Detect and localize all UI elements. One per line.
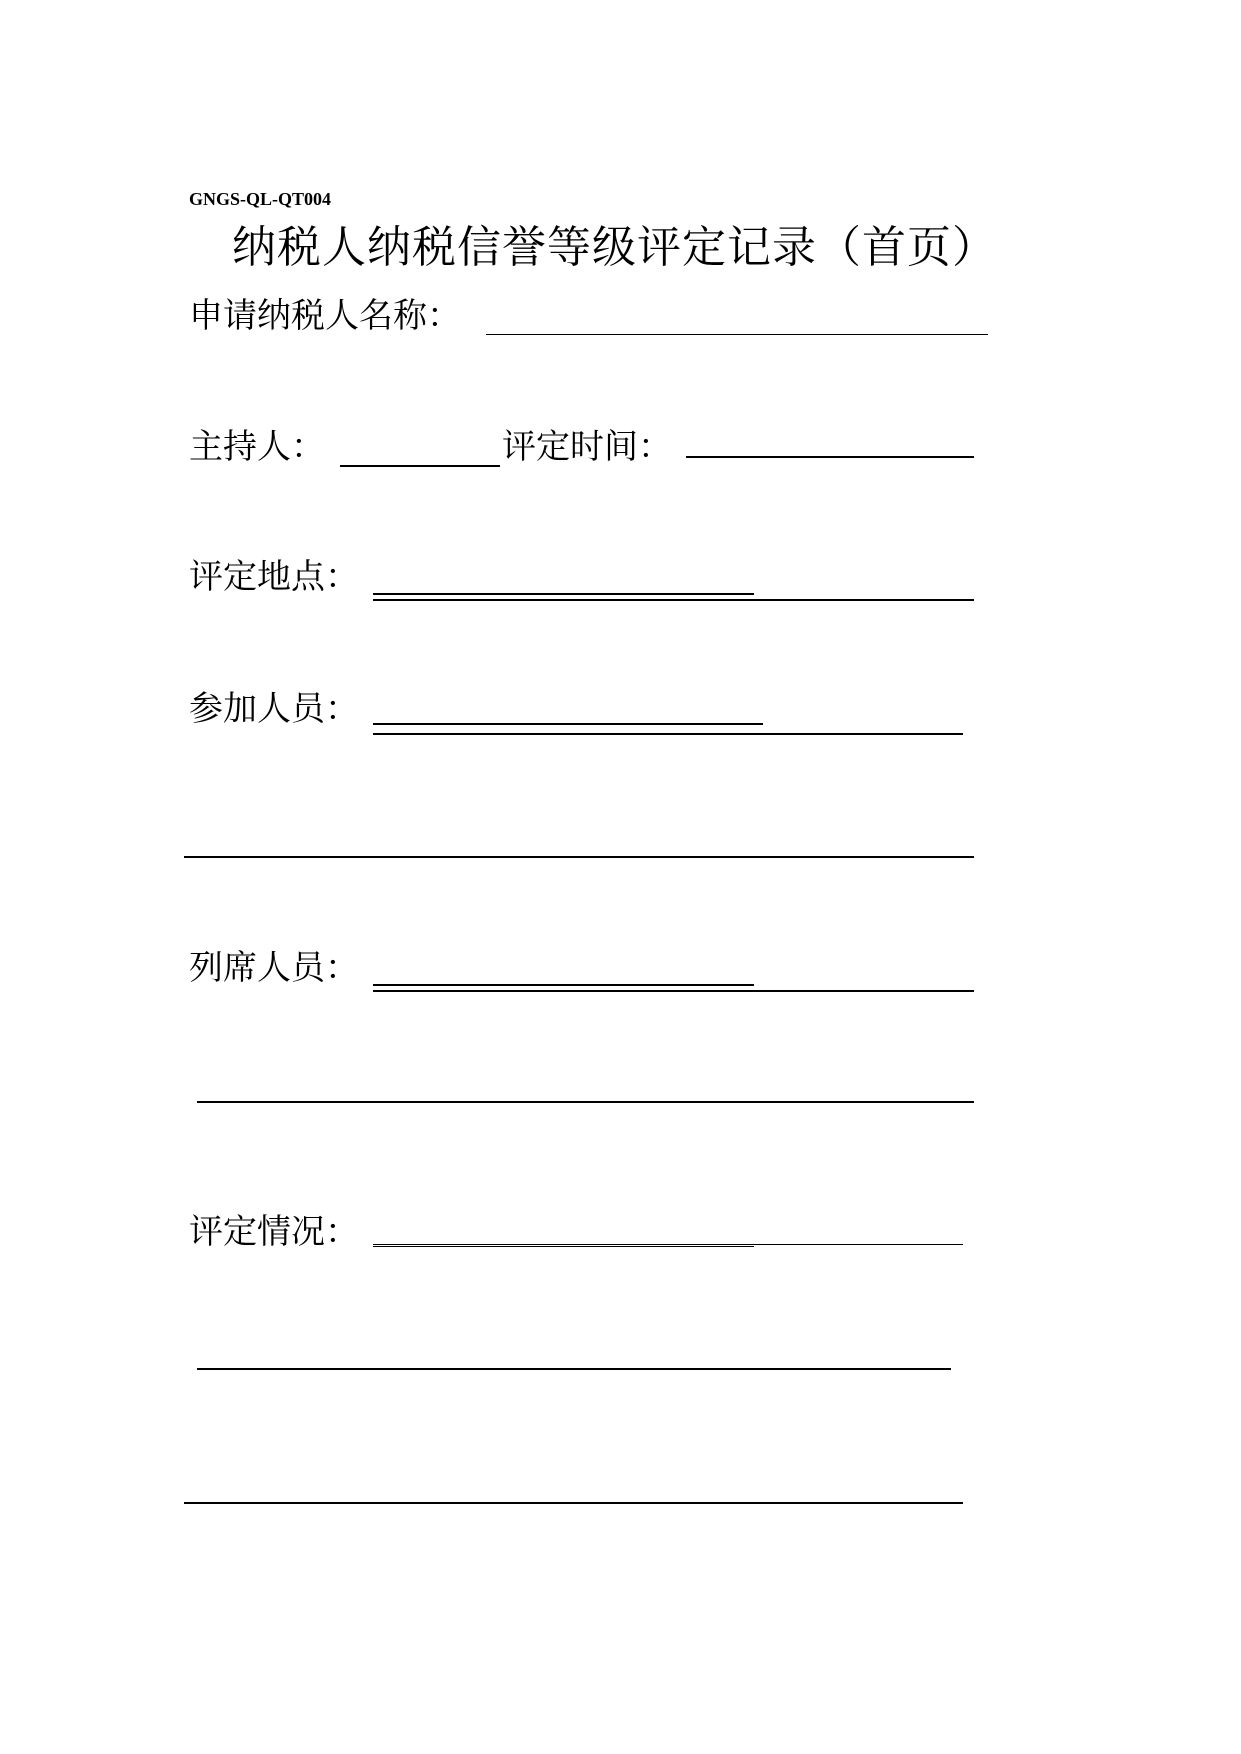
assessment-status-continuation-line	[184, 1502, 963, 1504]
assessment-location-label: 评定地点：	[189, 557, 359, 597]
participants-continuation-line	[184, 856, 974, 858]
attendees-field-line	[373, 990, 974, 992]
participants-field-line	[373, 723, 763, 725]
assessment-time-field-line	[686, 456, 974, 458]
document-title: 纳税人纳税信誉等级评定记录（首页）	[232, 222, 997, 273]
attendees-field-line	[373, 984, 754, 986]
assessment-time-label: 评定时间：	[502, 427, 672, 467]
assessment-location-field-line	[373, 593, 754, 595]
participants-label: 参加人员：	[189, 689, 359, 729]
attendees-label: 列席人员：	[189, 948, 359, 988]
assessment-status-label: 评定情况：	[189, 1212, 359, 1252]
assessment-status-continuation-line	[197, 1368, 951, 1370]
participants-field-line	[373, 733, 963, 735]
assessment-status-field-line	[373, 1246, 754, 1247]
applicant-name-label: 申请纳税人名称：	[189, 296, 461, 336]
attendees-continuation-line	[197, 1101, 974, 1103]
document-code: GNGS-QL-QT004	[189, 189, 332, 209]
assessment-status-field-line	[373, 1244, 963, 1245]
host-field-line	[340, 465, 500, 467]
assessment-location-field-line	[373, 599, 974, 601]
host-label: 主持人：	[189, 427, 325, 467]
applicant-name-field-line	[486, 334, 988, 335]
